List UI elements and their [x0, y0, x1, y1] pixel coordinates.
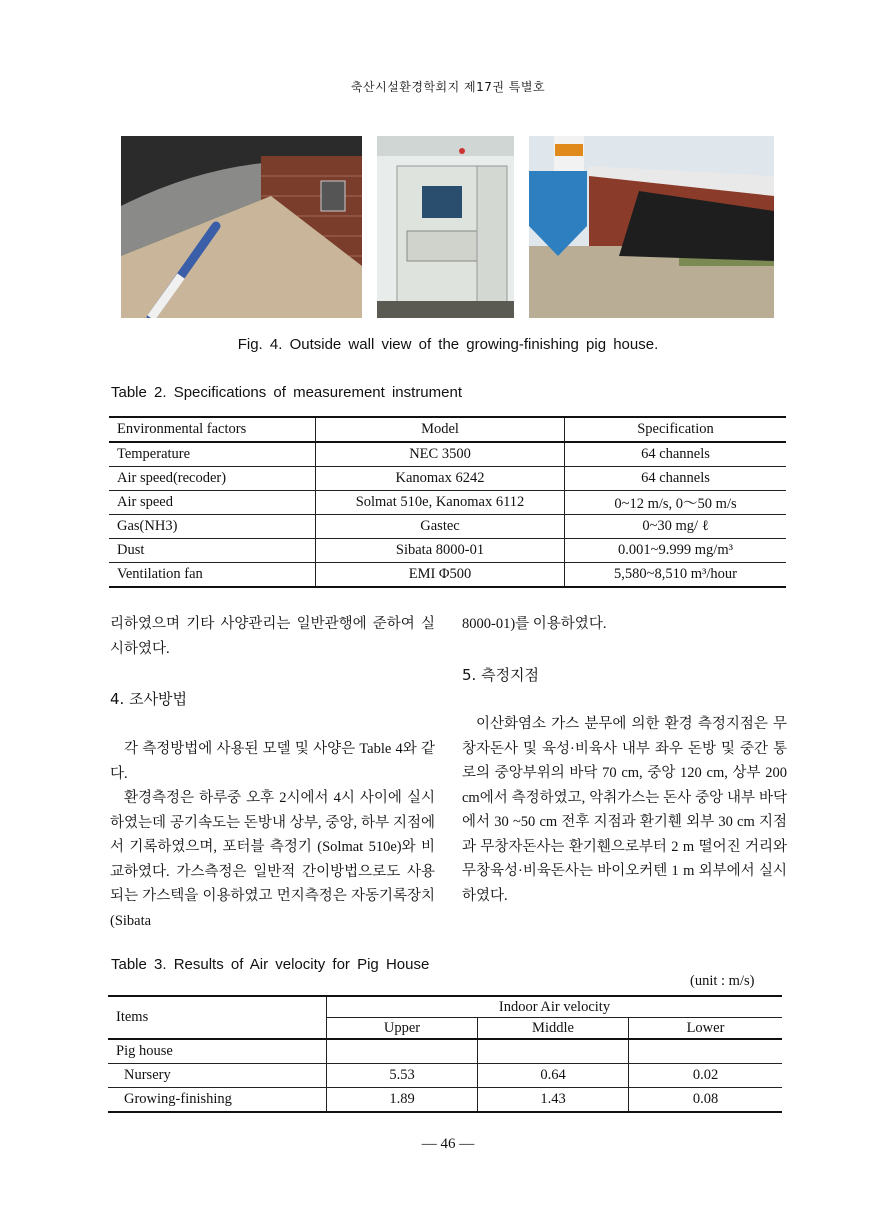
photo-control-panel [377, 136, 514, 318]
table-row [109, 442, 786, 467]
table-cell: Pig house [108, 1039, 327, 1064]
table-cell: 0.08 [629, 1088, 783, 1113]
table-cell [327, 1039, 478, 1064]
table3-items-header: Items [108, 996, 327, 1039]
right-para-top [462, 612, 787, 637]
table-cell: 1.43 [478, 1088, 629, 1113]
table-cell: 0~12 m/s, 0～50 m/s [565, 491, 787, 515]
table2 [109, 416, 786, 588]
table-row [109, 539, 786, 563]
table3-header-row [108, 996, 782, 1018]
table-cell: 0~30 mg/ ℓ [565, 515, 787, 539]
table-cell: Nursery [108, 1064, 327, 1088]
table3-col-header: Upper [327, 1018, 478, 1040]
table-row [108, 1039, 782, 1064]
table2-col-header: Specification [565, 417, 787, 442]
figure-caption: Fig. 4. Outside wall view of the growing-finishing pig house. [237, 336, 659, 353]
photo-pig-house-exterior [529, 136, 774, 318]
table-cell: Air speed(recoder) [109, 467, 316, 491]
table2-col-header: Environmental factors [109, 417, 316, 442]
table-cell: 1.89 [327, 1088, 478, 1113]
table2-header-row [109, 417, 786, 442]
photo-curtain-corridor [121, 136, 362, 318]
table-cell: 0.001~9.999 mg/m³ [565, 539, 787, 563]
table-row [109, 467, 786, 491]
table-cell: 5,580~8,510 m³/hour [565, 563, 787, 588]
table-cell: 0.64 [478, 1064, 629, 1088]
page-number: — 46 — [421, 1136, 475, 1152]
table-cell: Dust [109, 539, 316, 563]
table3-group-header: Indoor Air velocity [327, 996, 783, 1018]
table-cell: Sibata 8000-01 [316, 539, 565, 563]
paragraph: 각 측정방법에 사용된 모델 및 사양은 Table 4와 같다. [110, 741, 435, 782]
table-cell: 64 channels [565, 442, 787, 467]
table-cell [629, 1039, 783, 1064]
table-cell: 64 channels [565, 467, 787, 491]
table-cell: Solmat 510e, Kanomax 6112 [316, 491, 565, 515]
table-cell: Temperature [109, 442, 316, 467]
table-row [108, 1064, 782, 1088]
table-cell: EMI Φ500 [316, 563, 565, 588]
journal-header: 축산시설환경학회지 제17권 특별호 [350, 80, 546, 94]
left-para-top [110, 612, 435, 661]
table2-col-header: Model [316, 417, 565, 442]
section-heading-5: 5. 측정지점 [462, 666, 540, 684]
table-cell: Ventilation fan [109, 563, 316, 588]
table3-title: Table 3. Results of Air velocity for Pig House [111, 956, 430, 973]
paragraph: 이산화염소 가스 분무에 의한 환경 측정지점은 무창자돈사 및 육성·비육사 내부 좌우 돈방 및 중간 통로의 중앙부위의 바닥 70 cm, 중앙 120 cm, 상부 200 cm에서 측정하였고, 악취가스는 돈사 중앙 내부 바닥에서 30 ~50 cm 전후 지점과 환기휀 외부 30 cm 지점과 무창자돈사는 환기휀으로부터 2 m 떨어진 거리와 무창육성·비육돈사는 바이오커텐 1 m 외부에서 실시하였다. [462, 716, 787, 904]
table-cell: Air speed [109, 491, 316, 515]
table3-unit: (unit : m/s) [690, 973, 755, 989]
paragraph: 8000-01)를 이용하였다. [462, 616, 607, 632]
table-cell: 0.02 [629, 1064, 783, 1088]
table-row [109, 515, 786, 539]
table-cell: Growing-finishing [108, 1088, 327, 1113]
table-cell: Kanomax 6242 [316, 467, 565, 491]
table-cell [478, 1039, 629, 1064]
left-body [110, 737, 435, 933]
right-body [462, 712, 787, 908]
table-cell: 5.53 [327, 1064, 478, 1088]
table-row [108, 1088, 782, 1113]
table-cell: Gas(NH3) [109, 515, 316, 539]
table3-col-header: Middle [478, 1018, 629, 1040]
table2-title: Table 2. Specifications of measurement instrument [111, 384, 462, 401]
table3-col-header: Lower [629, 1018, 783, 1040]
table-row [109, 563, 786, 588]
table-cell: NEC 3500 [316, 442, 565, 467]
paragraph: 환경측정은 하루중 오후 2시에서 4시 사이에 실시하였는데 공기속도는 돈방내 상부, 중앙, 하부 지점에서 기록하였으며, 포터블 측정기 (Solmat 510e)와 비교하였다. 가스측정은 일반적 간이방법으로도 사용되는 가스텍을 이용하였고 먼지측정은 자동기록장치(Sibata [110, 790, 435, 929]
table3 [108, 995, 782, 1113]
section-heading-4: 4. 조사방법 [110, 690, 188, 708]
table-cell: Gastec [316, 515, 565, 539]
paragraph: 리하였으며 기타 사양관리는 일반관행에 준하여 실시하였다. [110, 616, 435, 657]
table-row [109, 491, 786, 515]
